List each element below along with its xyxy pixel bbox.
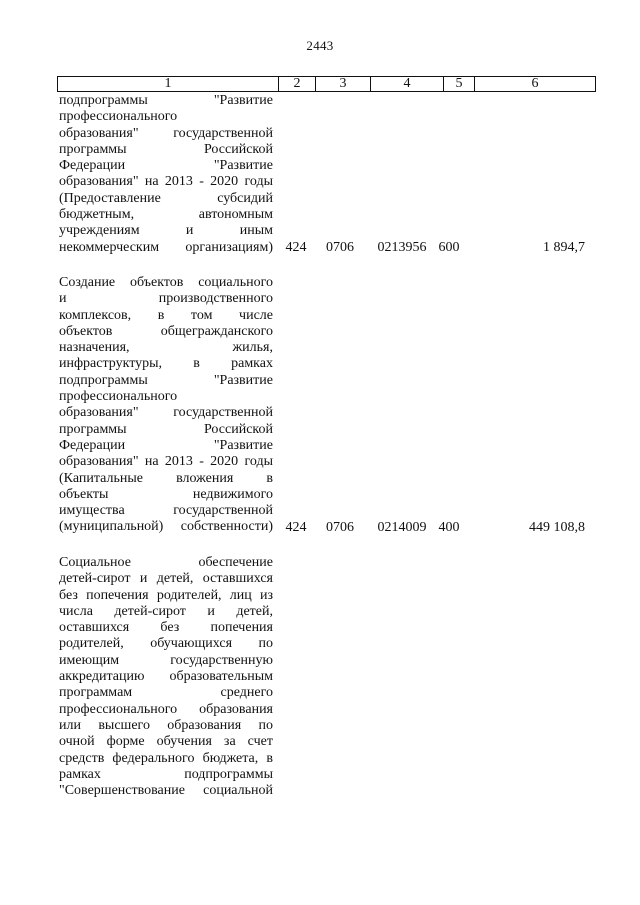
row-description bbox=[59, 93, 273, 256]
description-line: детей-сирот и детей, оставшихся bbox=[59, 571, 273, 587]
cell-vr: 400 bbox=[438, 520, 460, 535]
description-line: оставшихся без попечения bbox=[59, 620, 273, 636]
cell-ved: 424 bbox=[285, 520, 307, 535]
description-line: или высшего образования по bbox=[59, 717, 273, 733]
column-header-table bbox=[57, 76, 596, 92]
header-col-6: 6 bbox=[475, 77, 596, 92]
cell-sum: 1 894,7 bbox=[543, 240, 585, 255]
cell-vr: 600 bbox=[438, 240, 460, 255]
description-line: объектов общегражданского bbox=[59, 323, 273, 339]
description-line: (Предоставление субсидий bbox=[59, 190, 273, 206]
description-line: комплексов, в том числе bbox=[59, 307, 273, 323]
description-line: образования" на 2013 - 2020 годы bbox=[59, 174, 273, 190]
description-line: подпрограммы "Развитие bbox=[59, 372, 273, 388]
description-line: очной форме обучения за счет bbox=[59, 734, 273, 750]
description-line: образования" государственной bbox=[59, 405, 273, 421]
description-line: родителей, обучающихся по bbox=[59, 636, 273, 652]
description-line: программы Российской bbox=[59, 141, 273, 157]
description-line: средств федерального бюджета, в bbox=[59, 750, 273, 766]
page-number: 2443 bbox=[306, 38, 334, 53]
description-line: инфраструктуры, в рамках bbox=[59, 356, 273, 372]
description-line: рамках подпрограммы bbox=[59, 766, 273, 782]
description-line: без попечения родителей, лиц из bbox=[59, 587, 273, 603]
description-line: (муниципальной) собственности) bbox=[59, 519, 273, 535]
description-line: профессионального bbox=[59, 389, 178, 405]
cell-ved: 424 bbox=[285, 240, 307, 255]
row-description bbox=[59, 275, 273, 536]
description-line: "Совершенствование социальной bbox=[59, 783, 273, 799]
description-line: образования" государственной bbox=[59, 125, 273, 141]
cell-rz: 0706 bbox=[326, 520, 354, 535]
description-line: (Капитальные вложения в bbox=[59, 470, 273, 486]
description-line: Федерации "Развитие bbox=[59, 437, 273, 453]
description-line: программы Российской bbox=[59, 421, 273, 437]
header-col-4: 4 bbox=[371, 77, 444, 92]
header-col-1: 1 bbox=[58, 77, 279, 92]
description-line: аккредитацию образовательным bbox=[59, 669, 273, 685]
header-col-2: 2 bbox=[279, 77, 316, 92]
description-line: числа детей-сирот и детей, bbox=[59, 603, 273, 619]
description-line: имущества государственной bbox=[59, 503, 273, 519]
description-line: программам среднего bbox=[59, 685, 273, 701]
description-line: подпрограммы "Развитие bbox=[59, 93, 273, 108]
header-col-5: 5 bbox=[444, 77, 475, 92]
description-line: имеющим государственную bbox=[59, 652, 273, 668]
description-line: Создание объектов социального bbox=[59, 275, 273, 290]
description-line: некоммерческим организациям) bbox=[59, 239, 273, 255]
description-line: Социальное обеспечение bbox=[59, 555, 273, 570]
description-line: профессионального образования bbox=[59, 701, 273, 717]
description-line: профессионального bbox=[59, 109, 178, 125]
cell-cs: 0213956 bbox=[377, 240, 427, 255]
description-line: объекты недвижимого bbox=[59, 486, 273, 502]
description-line: и производственного bbox=[59, 291, 273, 307]
header-col-3: 3 bbox=[316, 77, 371, 92]
description-line: Федерации "Развитие bbox=[59, 158, 273, 174]
description-line: назначения, жилья, bbox=[59, 340, 273, 356]
description-line: образования" на 2013 - 2020 годы bbox=[59, 454, 273, 470]
cell-cs: 0214009 bbox=[377, 520, 427, 535]
cell-rz: 0706 bbox=[326, 240, 354, 255]
description-line: бюджетным, автономным bbox=[59, 207, 273, 223]
description-line: учреждениям и иным bbox=[59, 223, 273, 239]
row-description bbox=[59, 555, 273, 799]
cell-sum: 449 108,8 bbox=[529, 520, 585, 535]
